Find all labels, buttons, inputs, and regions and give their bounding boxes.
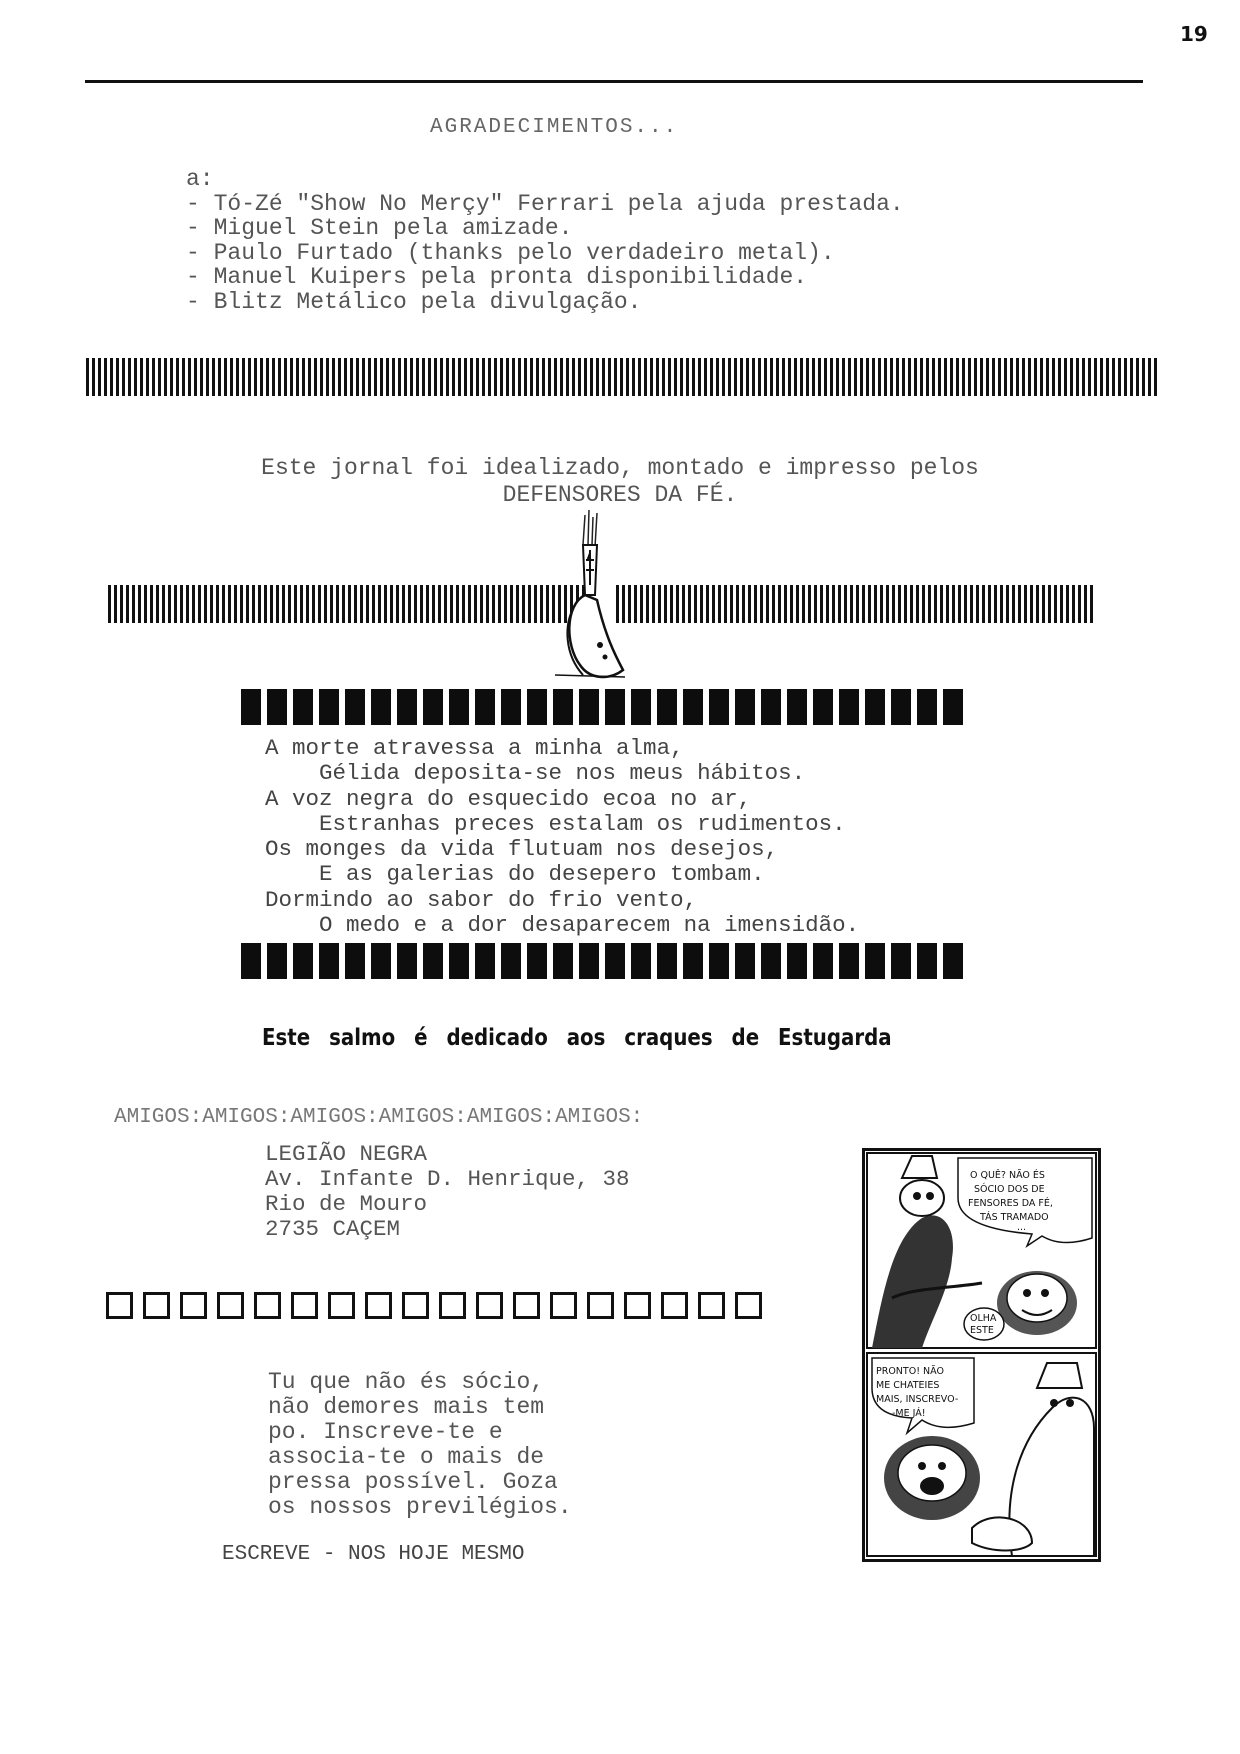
empty-box-icon: [698, 1292, 725, 1319]
empty-box-icon: [587, 1292, 614, 1319]
thanks-line: - Tó-Zé "Show No Merçy" Ferrari pela ajuda prestada.: [186, 190, 904, 217]
empty-box-icon: [513, 1292, 540, 1319]
comic-strip: [862, 1148, 1101, 1562]
credit-line-2: DEFENSORES DA FÉ.: [502, 482, 738, 508]
guitar-illustration-icon: [545, 505, 635, 685]
credit-text: [0, 455, 1240, 509]
poem-line: Gélida deposita-se nos meus hábitos.: [265, 760, 806, 787]
amigos-heading: AMIGOS:AMIGOS:AMIGOS:AMIGOS:AMIGOS:AMIGOS:: [114, 1106, 644, 1129]
empty-box-icon: [439, 1292, 466, 1319]
thanks-line: - Miguel Stein pela amizade.: [186, 215, 573, 241]
empty-box-icon: [735, 1292, 762, 1319]
poem-line: A morte atravessa a minha alma,: [265, 735, 684, 761]
comic-bubble-line: -ME JÁ!: [892, 1408, 926, 1419]
promo-line: os nossos previlégios.: [268, 1494, 572, 1520]
address-block: [265, 1142, 630, 1242]
dedication: Este salmo é dedicado aos craques de Estugarda: [262, 1025, 892, 1051]
comic-bubble-line: ME CHATEIES: [876, 1380, 940, 1391]
thanks-line: a:: [186, 166, 214, 192]
promo-line: não demores mais tem: [268, 1394, 545, 1420]
page-number: 19: [1180, 22, 1208, 46]
comic-bubble-line: O QUÊ? NÃO ÉS: [970, 1170, 1045, 1181]
promo-text: [268, 1370, 572, 1520]
empty-box-icon: [254, 1292, 281, 1319]
empty-box-icon: [180, 1292, 207, 1319]
empty-box-icon: [328, 1292, 355, 1319]
checkbox-row: [106, 1292, 762, 1319]
comic-bubble-line: MAIS, INSCREVO-: [876, 1394, 959, 1405]
empty-box-icon: [661, 1292, 688, 1319]
empty-box-icon: [106, 1292, 133, 1319]
poem-line: E as galerias do desepero tombam.: [265, 861, 765, 888]
header-rule: [85, 80, 1143, 83]
block-divider-bottom: [241, 943, 963, 979]
barcode-divider-2-right: [616, 585, 1096, 623]
promo-line: po. Inscreve-te e: [268, 1419, 503, 1445]
barcode-divider-1: [86, 358, 1160, 396]
poem-line: Dormindo ao sabor do frio vento,: [265, 886, 698, 913]
empty-box-icon: [550, 1292, 577, 1319]
comic-bubble-line: FENSORES DA FÉ,: [968, 1198, 1053, 1209]
block-divider-top: [241, 689, 963, 725]
thanks-line: - Blitz Metálico pela divulgação.: [186, 288, 642, 315]
comic-small-bubble-line: OLHA: [970, 1313, 997, 1324]
barcode-divider-2-left: [108, 585, 585, 623]
promo-line: pressa possível. Goza: [268, 1469, 558, 1495]
promo-line: associa-te o mais de: [268, 1444, 545, 1470]
poem-line: A voz negra do esquecido ecoa no ar,: [265, 785, 752, 812]
thanks-line: - Paulo Furtado (thanks pelo verdadeiro metal).: [186, 239, 835, 266]
address-line: Av. Infante D. Henrique, 38: [265, 1166, 630, 1192]
thanks-title: AGRADECIMENTOS...: [430, 116, 679, 139]
call-to-action: ESCREVE - NOS HOJE MESMO: [222, 1543, 525, 1566]
thanks-line: - Manuel Kuipers pela pronta disponibilidade.: [186, 264, 808, 290]
poem-line: O medo e a dor desaparecem na imensidão.: [265, 912, 860, 939]
poem-line: Estranhas preces estalam os rudimentos.: [265, 810, 846, 837]
comic-panel-1: [867, 1153, 1096, 1348]
comic-bubble-line: ...: [1017, 1222, 1027, 1233]
empty-box-icon: [402, 1292, 429, 1319]
empty-box-icon: [624, 1292, 651, 1319]
comic-bubble-line: SÓCIO DOS DE: [974, 1184, 1045, 1195]
address-line: LEGIÃO NEGRA: [265, 1141, 428, 1167]
empty-box-icon: [217, 1292, 244, 1319]
thanks-list: [186, 167, 904, 314]
credit-line-1: Este jornal foi idealizado, montado e impresso pelos: [261, 455, 979, 481]
comic-bubble-line: TÁS TRAMADO: [980, 1212, 1049, 1223]
comic-small-bubble-line: ESTE: [970, 1325, 994, 1336]
address-line: Rio de Mouro: [265, 1191, 428, 1217]
comic-bubble-line: PRONTO! NÃO: [876, 1366, 944, 1377]
empty-box-icon: [143, 1292, 170, 1319]
empty-box-icon: [365, 1292, 392, 1319]
poem-line: Os monges da vida flutuam nos desejos,: [265, 836, 779, 863]
empty-box-icon: [476, 1292, 503, 1319]
comic-panel-2: [867, 1353, 1096, 1556]
address-line: 2735 CAÇEM: [265, 1216, 401, 1242]
poem: [265, 736, 859, 938]
promo-line: Tu que não és sócio,: [268, 1369, 545, 1395]
empty-box-icon: [291, 1292, 318, 1319]
